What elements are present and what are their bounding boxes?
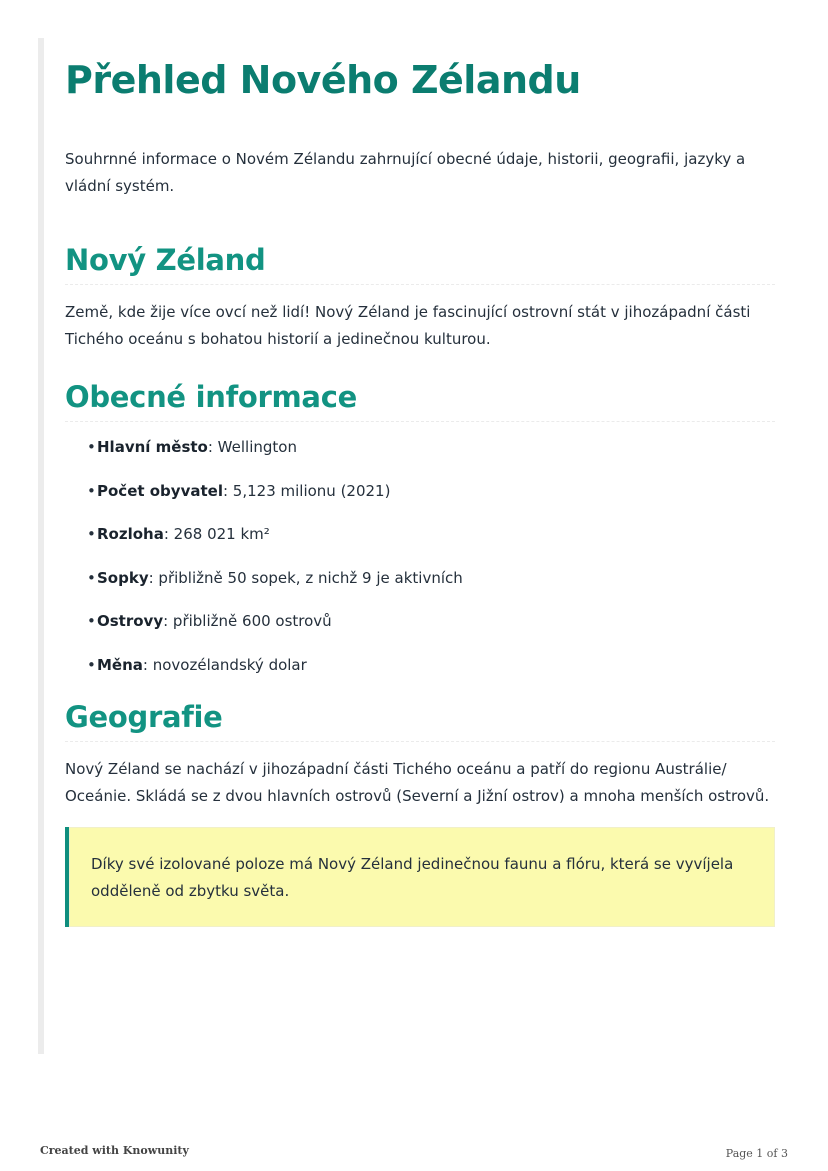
footer-created-with: Created with Knowunity <box>40 1144 189 1157</box>
heading-novy-zeland: Nový Zéland <box>65 240 775 285</box>
heading-obecne-informace: Obecné informace <box>65 377 775 422</box>
list-item: •Rozloha: 268 021 km² <box>87 521 775 548</box>
bullet-icon: • <box>87 481 96 500</box>
bullet-icon: • <box>87 525 96 544</box>
list-item: •Počet obyvatel: 5,123 milionu (2021) <box>87 478 775 505</box>
geografie-text: Nový Zéland se nachází v jihozápadní části Tichého oceánu a patří do regionu Austrálie/ Oceánie. Skládá se z dvou hlavních ostrovů (Severní a Jižní ostrov) a mnoha menších ostrovů. <box>65 759 770 805</box>
list-item: •Hlavní město: Wellington <box>87 434 775 461</box>
list-item: •Sopky: přibližně 50 sopek, z nichž 9 je aktivních <box>87 565 775 592</box>
list-item: •Měna: novozélandský dolar <box>87 652 775 679</box>
page-title: Přehled Nového Zélandu <box>65 58 581 102</box>
document-content <box>65 52 775 927</box>
bullet-icon: • <box>87 568 96 587</box>
intro-text: Souhrnné informace o Novém Zélandu zahrnující obecné údaje, historii, geografii, jazyky a vládní systém. <box>65 150 746 195</box>
bullet-icon: • <box>87 612 96 631</box>
footer-page-number: Page 1 of 3 <box>725 1147 788 1160</box>
highlight-callout: Díky své izolované poloze má Nový Zéland jedinečnou faunu a flóru, která se vyvíjela odděleně od zbytku světa. <box>65 827 775 927</box>
bullet-icon: • <box>87 655 96 674</box>
list-item: •Ostrovy: přibližně 600 ostrovů <box>87 608 775 635</box>
facts-list <box>65 434 775 679</box>
novy-zeland-text: Země, kde žije více ovcí než lidí! Nový Zéland je fascinující ostrovní stát v jihozápadní části Tichého oceánu s bohatou historií a jedinečnou kulturou. <box>65 303 751 348</box>
bullet-icon: • <box>87 438 96 456</box>
sidebar-rule <box>38 38 44 1054</box>
heading-geografie: Geografie <box>65 697 775 742</box>
